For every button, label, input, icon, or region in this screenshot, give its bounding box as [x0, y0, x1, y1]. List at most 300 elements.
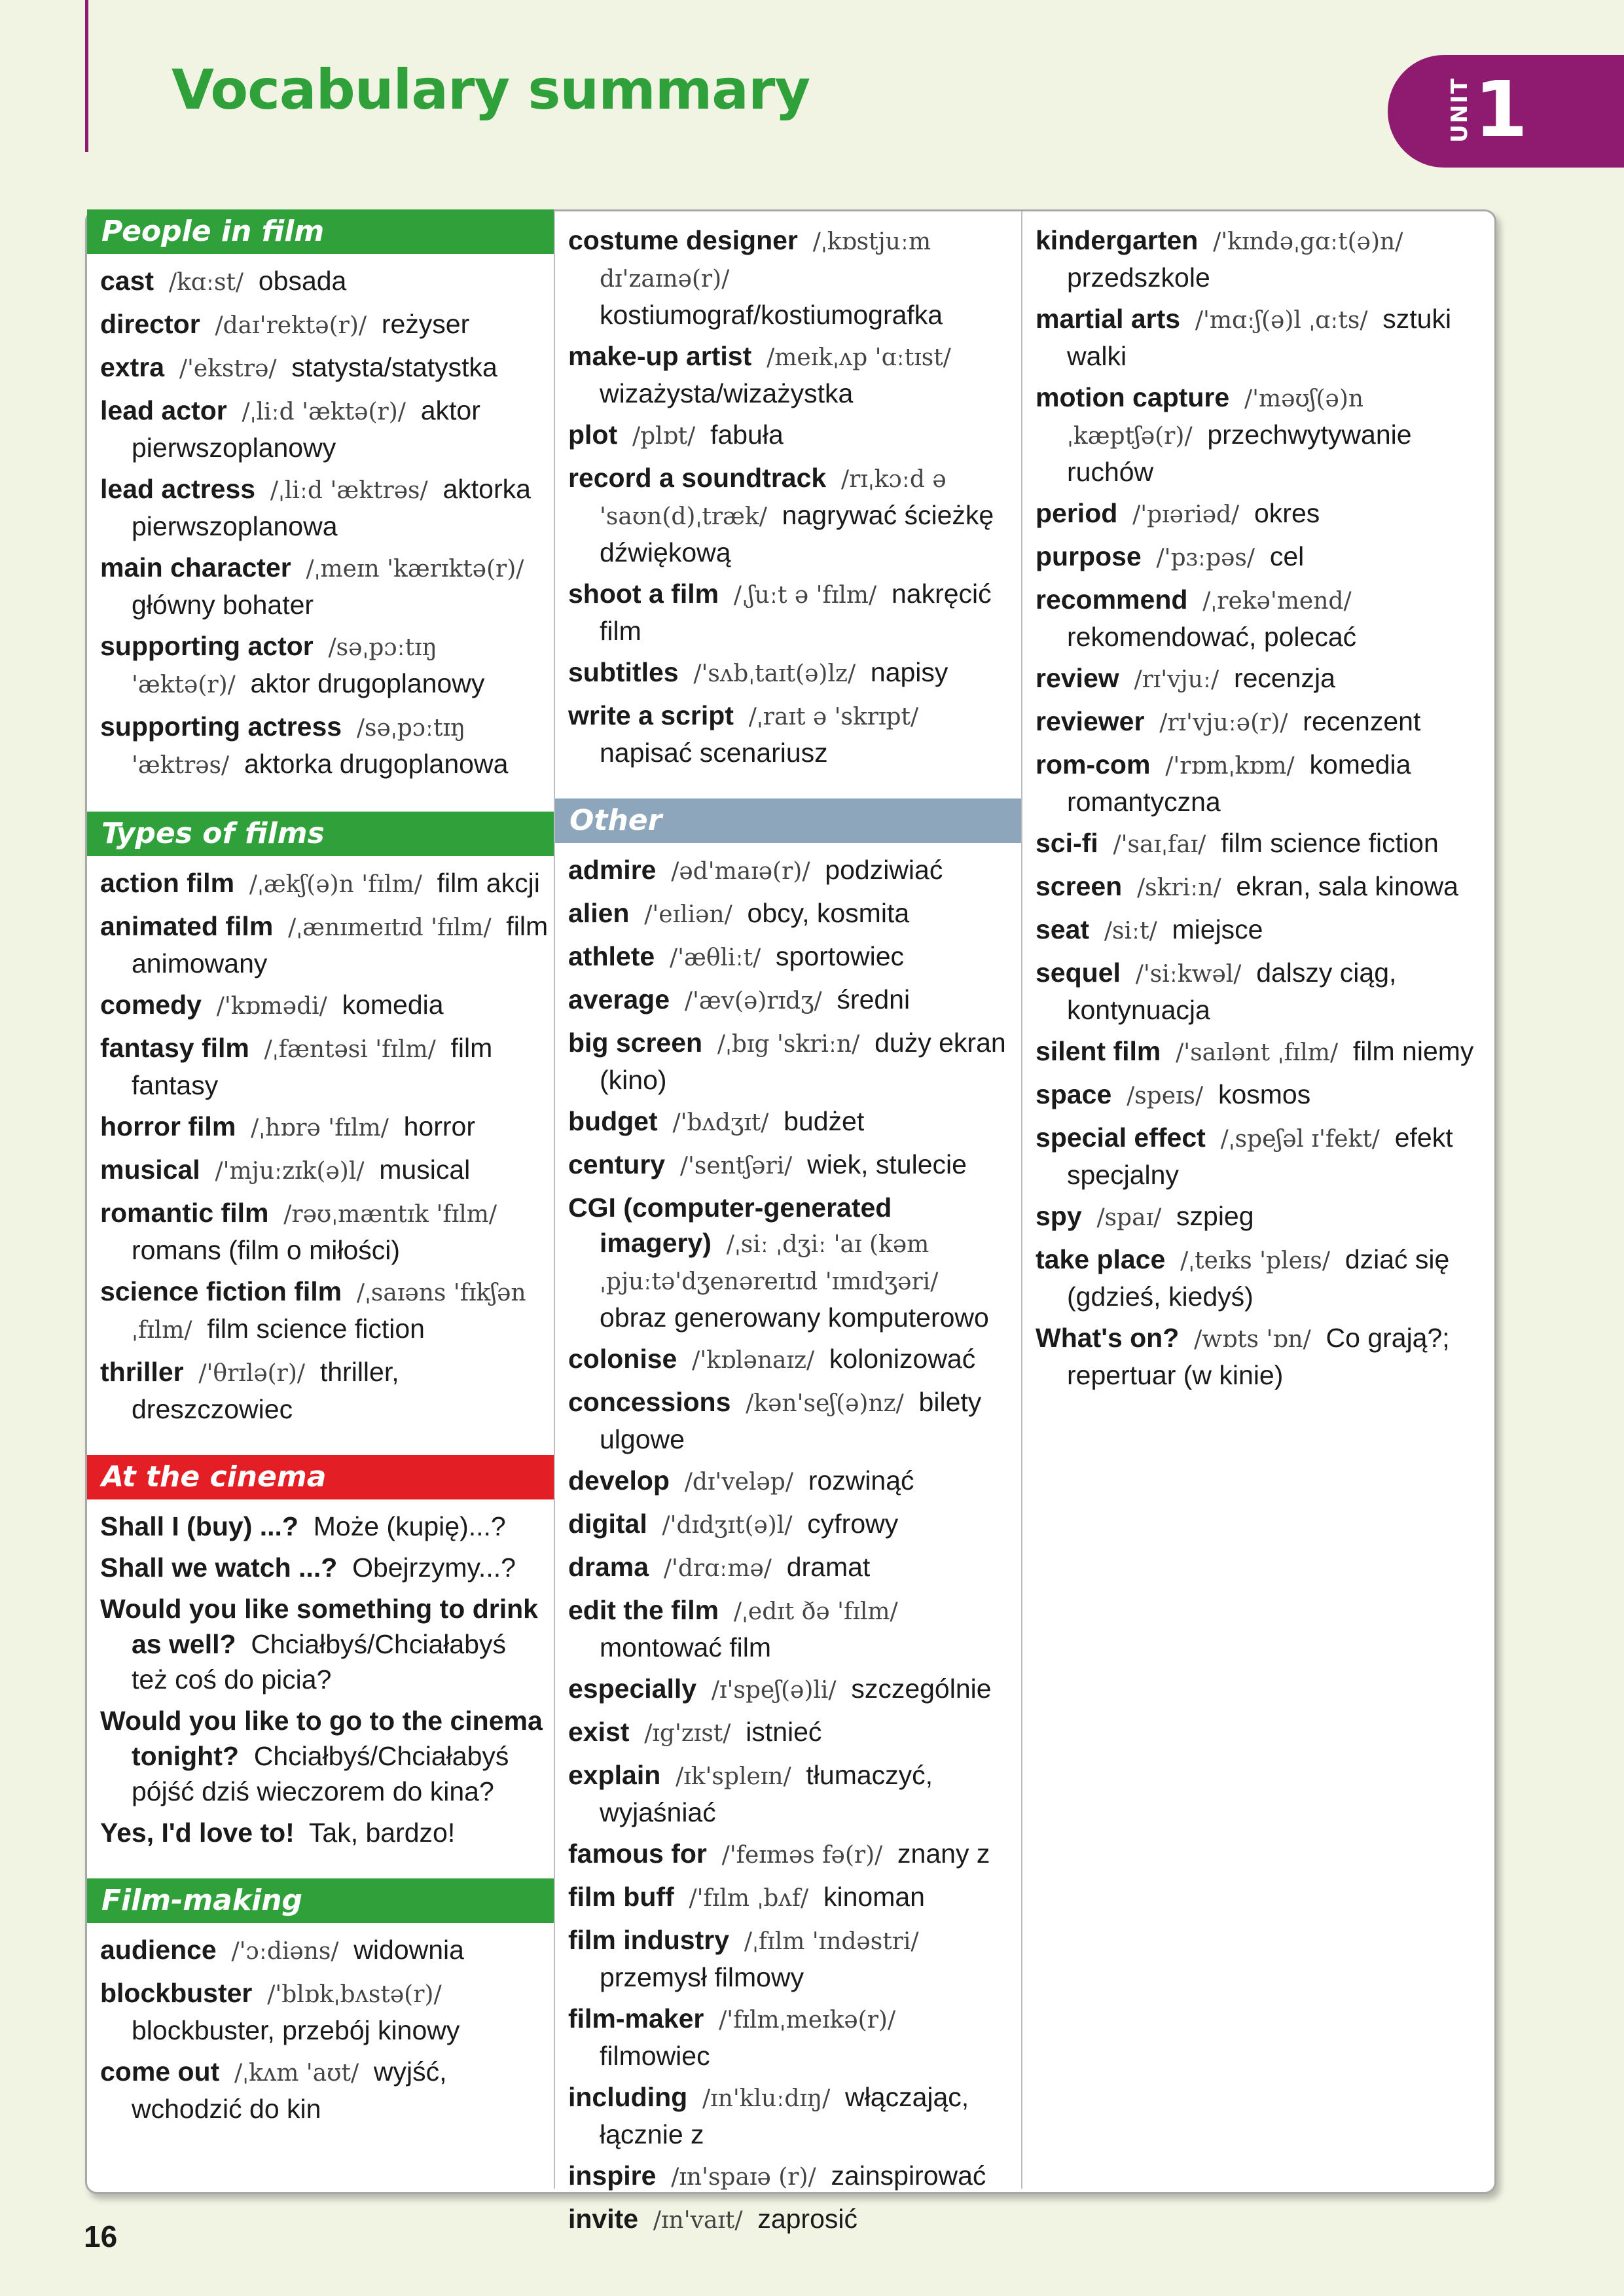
translation: zaprosić	[757, 2204, 857, 2234]
vocab-word: science fiction film	[100, 1276, 342, 1306]
phonetic: /'mjuːzɪk(ə)l/	[215, 1158, 365, 1185]
section-other	[555, 798, 1021, 2238]
phonetic: /ˌkʌm 'aʊt/	[234, 2060, 359, 2087]
vocab-entry	[1036, 1198, 1486, 1236]
vocab-word: period	[1036, 498, 1118, 528]
vocab-column-3	[1022, 209, 1491, 1399]
vocab-column-1	[87, 209, 554, 2132]
vocab-word: Would you like something to drink as well?	[100, 1594, 538, 1659]
vocab-word: come out	[100, 2056, 220, 2087]
translation: ekran, sala kinowa	[1236, 871, 1458, 901]
vocab-entry	[100, 1550, 549, 1585]
vocab-entry	[100, 350, 549, 387]
vocab-entry	[568, 1103, 1016, 1141]
vocab-word: action film	[100, 868, 235, 898]
translation: reżyser	[381, 309, 470, 339]
phonetic: /'sentʃəri/	[679, 1153, 793, 1179]
vocab-word: including	[568, 2082, 688, 2112]
vocab-word: extra	[100, 352, 165, 382]
vocab-entry	[568, 1836, 1016, 1873]
vocab-entry	[568, 338, 1016, 411]
translation: komedia romantyczna	[1067, 749, 1411, 817]
phonetic: /kɑːst/	[168, 269, 244, 296]
phonetic: /meɪkˌʌp 'ɑːtɪst/	[767, 344, 951, 371]
vocab-entry	[1036, 1033, 1486, 1071]
unit-label: UNIT	[1447, 77, 1473, 143]
phonetic: /ˌʃuːt ə 'fɪlm/	[733, 582, 877, 609]
translation: kinoman	[823, 1882, 925, 1912]
translation: efekt specjalny	[1067, 1122, 1453, 1190]
phonetic: /dɪ'veləp/	[684, 1469, 793, 1496]
vocab-entry	[568, 698, 1016, 770]
vocab-entry	[568, 2201, 1016, 2238]
vocab-word: develop	[568, 1465, 670, 1496]
vocab-word: invite	[568, 2204, 639, 2234]
section-heading: At the cinema	[87, 1455, 554, 1499]
vocab-entry	[568, 576, 1016, 649]
translation: film animowany	[132, 911, 549, 978]
phonetic: /'saɪˌfaɪ/	[1113, 831, 1206, 858]
vocab-entry	[568, 1549, 1016, 1587]
vocab-entry	[100, 1932, 549, 1969]
translation: film niemy	[1352, 1036, 1474, 1066]
translation: widownia	[353, 1935, 464, 1965]
translation: obraz generowany komputerowo	[600, 1302, 989, 1333]
translation: Może (kupię)...?	[313, 1511, 506, 1541]
phonetic: /ˌraɪt ə 'skrɪpt/	[748, 704, 919, 730]
vocab-entry	[100, 306, 549, 344]
vocab-word: concessions	[568, 1387, 731, 1417]
vocab-word: supporting actress	[100, 711, 342, 742]
phonetic: /kən'seʃ(ə)nz/	[746, 1390, 904, 1417]
vocab-word: fantasy film	[100, 1033, 249, 1063]
translation: horror	[403, 1111, 475, 1141]
translation: nagrywać ścieżkę dźwiękową	[600, 500, 994, 567]
phonetic: /'rɒmˌkɒm/	[1165, 753, 1295, 780]
translation: cel	[1269, 541, 1305, 571]
phonetic: /'fɪlm ˌbʌf/	[689, 1885, 809, 1912]
phonetic: /ˌrekə'mend/	[1202, 588, 1352, 615]
section-at-the-cinema	[87, 1455, 554, 1850]
phonetic: /ˌænɪmeɪtɪd 'fɪlm/	[288, 914, 492, 941]
vocab-word: film buff	[568, 1882, 674, 1912]
vocab-entry	[568, 939, 1016, 976]
vocab-entry	[1036, 380, 1486, 490]
vocab-entry	[100, 2054, 549, 2126]
translation: filmowiec	[600, 2041, 710, 2071]
translation: sportowiec	[776, 941, 905, 971]
vocab-word: lead actress	[100, 474, 256, 504]
vocab-word: shoot a film	[568, 579, 719, 609]
vocab-word: plot	[568, 420, 618, 450]
vocab-entry	[568, 895, 1016, 933]
translation: podziwiać	[825, 855, 943, 885]
vocab-word: CGI (computer-generated imagery)	[568, 1193, 892, 1258]
vocab-word: average	[568, 984, 670, 1014]
vocab-entry	[100, 709, 549, 783]
vocab-word: special effect	[1036, 1122, 1206, 1153]
vocab-entry	[1036, 301, 1486, 374]
vocab-entry	[568, 2158, 1016, 2195]
translation: blockbuster, przebój kinowy	[132, 2015, 460, 2045]
vocab-entry	[568, 1714, 1016, 1751]
translation: romans (film o miłości)	[132, 1235, 401, 1265]
vocab-entry	[1036, 582, 1486, 655]
phonetic: /ɪn'kluːdɪŋ/	[702, 2085, 831, 2112]
vocab-entry	[1036, 1242, 1486, 1314]
phonetic: /ˌfæntəsi 'fɪlm/	[264, 1036, 436, 1063]
translation: Obejrzymy...?	[352, 1552, 516, 1583]
vocab-entry	[100, 1152, 549, 1189]
vocab-word: Yes, I'd love to!	[100, 1818, 295, 1848]
phonetic: /'fɪlmˌmeɪkə(r)/	[719, 2007, 896, 2034]
phonetic: /ˌedɪt ðə 'fɪlm/	[733, 1598, 898, 1625]
phonetic: /plɒt/	[632, 423, 696, 450]
vocab-entry	[1036, 825, 1486, 863]
phonetic: /'bʌdʒɪt/	[672, 1109, 769, 1136]
translation: przechwytywanie ruchów	[1067, 420, 1412, 487]
vocab-word: thriller	[100, 1357, 184, 1387]
translation: thriller, dreszczowiec	[132, 1357, 399, 1424]
phonetic: /'drɑːmə/	[663, 1555, 772, 1582]
translation: aktor pierwszoplanowy	[132, 395, 480, 463]
translation: dalszy ciąg, kontynuacja	[1067, 958, 1397, 1025]
vocab-entry	[1036, 747, 1486, 819]
translation: napisać scenariusz	[600, 738, 828, 768]
vocab-entry	[568, 1922, 1016, 1995]
section-types-of-films	[87, 812, 554, 1427]
translation: dziać się (gdzieś, kiedyś)	[1067, 1244, 1450, 1312]
vocab-entry	[568, 1190, 1016, 1335]
vocab-entry	[568, 417, 1016, 454]
section-heading: Types of films	[87, 812, 554, 856]
vocab-word: film industry	[568, 1925, 730, 1955]
vocab-word: comedy	[100, 990, 202, 1020]
section-heading: Film-making	[87, 1878, 554, 1923]
vocab-word: alien	[568, 898, 630, 928]
vocab-word: screen	[1036, 871, 1123, 901]
vocab-word: rom-com	[1036, 749, 1151, 780]
phonetic: /skriːn/	[1137, 874, 1221, 901]
phonetic: /'kɪndəˌgɑːt(ə)n/	[1213, 228, 1403, 255]
vocab-word: especially	[568, 1674, 697, 1704]
vocab-entry	[568, 1025, 1016, 1098]
vocab-word: take place	[1036, 1244, 1166, 1274]
phonetic: /ˌspeʃəl ɪ'fekt/	[1220, 1126, 1380, 1153]
vocab-word: sci-fi	[1036, 828, 1098, 858]
vocab-entry	[568, 2079, 1016, 2152]
vocab-word: director	[100, 309, 200, 339]
vocab-entry	[100, 1354, 549, 1427]
vocab-word: Shall I (buy) ...?	[100, 1511, 298, 1541]
unit-number: 1	[1474, 64, 1528, 154]
translation: aktor drugoplanowy	[250, 668, 485, 698]
phonetic: /'sʌbˌtaɪt(ə)lz/	[693, 660, 856, 687]
translation: napisy	[870, 657, 948, 687]
vocab-entry	[568, 1757, 1016, 1830]
translation: kolonizować	[829, 1344, 976, 1374]
vocab-word: kindergarten	[1036, 225, 1199, 255]
phonetic: /ˌhɒrə 'fɪlm/	[251, 1115, 389, 1141]
translation: kosmos	[1218, 1079, 1311, 1109]
section-continued	[1022, 223, 1491, 1393]
translation: film science fiction	[1221, 828, 1439, 858]
phonetic: /ˌsiː ˌdʒiː 'aɪ (kəmˌpjuːtə'dʒenəreɪtɪd 'ɪmɪdʒəri/	[600, 1231, 939, 1295]
page-title: Vocabulary summary	[171, 58, 810, 122]
phonetic: /'æv(ə)rɪdʒ/	[684, 988, 822, 1014]
phonetic: /rəʊˌmæntɪk 'fɪlm/	[283, 1201, 497, 1228]
vocab-entry	[100, 1509, 549, 1544]
phonetic: /'ekstrə/	[179, 355, 277, 382]
translation: przedszkole	[1067, 262, 1210, 293]
translation: budżet	[784, 1106, 865, 1136]
vocab-word: martial arts	[1036, 304, 1181, 334]
vocab-entry	[1036, 1320, 1486, 1393]
vocab-word: cast	[100, 266, 154, 296]
vocab-word: lead actor	[100, 395, 227, 425]
vocab-word: recommend	[1036, 584, 1188, 615]
vocab-word: drama	[568, 1552, 649, 1582]
vocab-word: romantic film	[100, 1198, 269, 1228]
phonetic: /siːt/	[1104, 918, 1157, 944]
phonetic: /əd'maɪə(r)/	[671, 858, 810, 885]
translation: obcy, kosmita	[747, 898, 910, 928]
vocab-entry	[568, 1879, 1016, 1916]
vocab-word: athlete	[568, 941, 655, 971]
translation: przemysł filmowy	[600, 1962, 804, 1992]
vocab-entry	[100, 1703, 549, 1809]
vocab-word: big screen	[568, 1028, 703, 1058]
vocab-entry	[1036, 1120, 1486, 1193]
vocab-word: Would you like to go to the cinema tonight?	[100, 1706, 543, 1771]
translation: fabuła	[710, 420, 784, 450]
vocab-word: spy	[1036, 1201, 1082, 1231]
vocab-entry	[568, 982, 1016, 1019]
phonetic: /'ɔːdiəns/	[231, 1938, 339, 1965]
vocab-word: review	[1036, 663, 1119, 693]
entry-list	[1022, 223, 1491, 1393]
vocab-entry	[1036, 912, 1486, 949]
phonetic: /ɪ'speʃ(ə)li/	[711, 1677, 837, 1704]
section-people-in-film	[87, 209, 554, 783]
phonetic: /ˌliːd 'æktə(r)/	[242, 399, 406, 425]
translation: wiek, stulecie	[807, 1149, 967, 1179]
phonetic: /rɪˌkɔːd ə 'saʊn(d)ˌtræk/	[600, 466, 947, 530]
translation: główny bohater	[132, 590, 314, 620]
entry-list	[87, 1509, 554, 1850]
vocab-entry	[1036, 869, 1486, 906]
entry-list	[87, 263, 554, 783]
vocab-column-2	[555, 209, 1021, 2244]
phonetic: /'feɪməs fə(r)/	[721, 1842, 883, 1869]
translation: znany z	[897, 1839, 990, 1869]
translation: okres	[1254, 498, 1320, 528]
vocab-entry	[568, 1341, 1016, 1378]
translation: recenzja	[1233, 663, 1335, 693]
phonetic: /spaɪ/	[1096, 1204, 1162, 1231]
vocab-entry	[1036, 539, 1486, 576]
vocab-entry	[1036, 955, 1486, 1028]
entry-list	[87, 1932, 554, 2126]
vocab-entry	[568, 2001, 1016, 2073]
phonetic: /ɪg'zɪst/	[644, 1720, 731, 1747]
vocab-word: digital	[568, 1509, 647, 1539]
phonetic: /'æθliːt/	[669, 944, 761, 971]
vocab-entry	[100, 1274, 549, 1348]
vocab-word: exist	[568, 1717, 630, 1747]
translation: film science fiction	[207, 1314, 425, 1344]
translation: recenzent	[1303, 706, 1421, 736]
vocab-entry	[100, 908, 549, 981]
translation: obsada	[258, 266, 347, 296]
vocab-word: write a script	[568, 700, 734, 730]
vocab-word: motion capture	[1036, 382, 1230, 412]
phonetic: /'blɒkˌbʌstə(r)/	[267, 1981, 442, 2008]
phonetic: /ˌsaɪəns 'fɪkʃən ˌfɪlm/	[132, 1280, 526, 1344]
phonetic: /ˌteɪks 'pleɪs/	[1180, 1247, 1331, 1274]
vocab-word: space	[1036, 1079, 1112, 1109]
phonetic: /'siːkwəl/	[1135, 961, 1242, 988]
translation: duży ekran (kino)	[600, 1028, 1006, 1095]
translation: sztuki walki	[1067, 304, 1452, 371]
vocab-word: seat	[1036, 914, 1090, 944]
translation: dramat	[786, 1552, 871, 1582]
phonetic: /'eɪliən/	[644, 901, 732, 928]
vocab-word: famous for	[568, 1839, 707, 1869]
phonetic: /ɪk'spleɪn/	[676, 1763, 791, 1790]
translation: miejsce	[1172, 914, 1263, 944]
vocab-word: budget	[568, 1106, 658, 1136]
translation: komedia	[342, 990, 444, 1020]
vocab-entry	[568, 1147, 1016, 1184]
vocab-entry	[100, 1591, 549, 1697]
vocab-word: What's on?	[1036, 1323, 1180, 1353]
translation: film akcji	[437, 868, 540, 898]
translation: film fantasy	[132, 1033, 493, 1100]
entry-list	[87, 865, 554, 1427]
phonetic: /ˌbɪg 'skriːn/	[717, 1031, 860, 1058]
phonetic: /wɒts 'ɒn/	[1194, 1326, 1311, 1353]
translation: wizażysta/wizażystka	[600, 378, 854, 408]
phonetic: /daɪ'rektə(r)/	[215, 312, 367, 339]
vocab-entry	[568, 223, 1016, 332]
vocab-entry	[100, 1109, 549, 1146]
translation: tłumaczyć, wyjaśniać	[600, 1760, 933, 1827]
vocab-word: animated film	[100, 911, 274, 941]
translation: aktorka drugoplanowa	[244, 749, 509, 779]
translation: włączając, łącznie z	[600, 2082, 969, 2149]
phonetic: /ˌliːd 'æktrəs/	[270, 477, 428, 504]
vocab-entry	[568, 1463, 1016, 1500]
vocab-word: record a soundtrack	[568, 463, 827, 493]
translation: Co grają?; repertuar (w kinie)	[1067, 1323, 1450, 1390]
phonetic: /ˌfɪlm 'ɪndəstri/	[744, 1928, 919, 1955]
translation: Tak, bardzo!	[308, 1818, 456, 1848]
phonetic: /ɪn'vaɪt/	[653, 2207, 743, 2234]
phonetic: /'pɪəriəd/	[1132, 501, 1240, 528]
entry-list	[555, 852, 1021, 2238]
phonetic: /rɪ'vjuːə(r)/	[1159, 709, 1288, 736]
translation: Chciałbyś/Chciałabyś pójść dziś wieczorem do kina?	[132, 1741, 509, 1806]
vocab-word: costume designer	[568, 225, 798, 255]
phonetic: /'kɒlənaɪz/	[692, 1347, 815, 1374]
phonetic: /'saɪlənt ˌfɪlm/	[1176, 1039, 1339, 1066]
vocab-word: explain	[568, 1760, 661, 1790]
translation: nakręcić film	[600, 579, 992, 646]
vocab-entry	[1036, 1077, 1486, 1114]
translation: szpieg	[1176, 1201, 1254, 1231]
vocab-word: musical	[100, 1155, 200, 1185]
vocab-entry	[1036, 660, 1486, 698]
vocab-entry	[568, 1506, 1016, 1543]
phonetic: /ɪn'spaɪə (r)/	[671, 2164, 816, 2191]
vocab-word: purpose	[1036, 541, 1142, 571]
vocab-entry	[1036, 704, 1486, 741]
phonetic: /'mɑːʃ(ə)l ˌɑːts/	[1195, 307, 1368, 334]
entry-list	[555, 223, 1021, 770]
vocab-word: reviewer	[1036, 706, 1145, 736]
vocab-entry	[100, 393, 549, 465]
translation: statysta/statystka	[291, 352, 497, 382]
translation: rozwinąć	[808, 1465, 914, 1496]
vocab-word: sequel	[1036, 958, 1121, 988]
vocab-word: blockbuster	[100, 1978, 253, 2008]
phonetic: /rɪ'vjuː/	[1134, 666, 1219, 693]
vocab-entry	[568, 1671, 1016, 1708]
translation: montować film	[600, 1632, 772, 1662]
vocab-word: century	[568, 1149, 666, 1179]
section-continued	[555, 223, 1021, 770]
vocab-entry	[568, 655, 1016, 692]
vocab-entry	[100, 1815, 549, 1850]
phonetic: /'θrɪlə(r)/	[198, 1360, 306, 1387]
vocab-word: edit the film	[568, 1595, 719, 1625]
translation: zainspirować	[831, 2161, 986, 2191]
translation: rekomendować, polecać	[1067, 622, 1357, 652]
vocab-word: Shall we watch ...?	[100, 1552, 338, 1583]
vocab-word: main character	[100, 552, 291, 583]
vocab-entry	[568, 852, 1016, 889]
vocab-word: inspire	[568, 2161, 657, 2191]
translation: cyfrowy	[807, 1509, 899, 1539]
translation: bilety ulgowe	[600, 1387, 982, 1454]
phonetic: /'məʊʃ(ə)n ˌkæptʃə(r)/	[1067, 386, 1364, 450]
translation: musical	[379, 1155, 471, 1185]
vocab-entry	[1036, 223, 1486, 295]
vocab-word: supporting actor	[100, 631, 314, 661]
phonetic: /səˌpɔːtɪŋ 'æktə(r)/	[132, 634, 437, 698]
phonetic: /'pɜːpəs/	[1156, 545, 1255, 571]
section-heading: Other	[555, 798, 1021, 843]
translation: Chciałbyś/Chciałabyś też coś do picia?	[132, 1629, 506, 1695]
page-number: 16	[84, 2219, 118, 2253]
margin-line	[85, 0, 88, 152]
vocab-entry	[100, 1195, 549, 1268]
vocab-entry	[568, 1384, 1016, 1457]
vocab-entry	[1036, 495, 1486, 533]
vocab-entry	[100, 263, 549, 300]
translation: średni	[837, 984, 911, 1014]
vocab-entry	[568, 460, 1016, 570]
phonetic: /'dɪdʒɪt(ə)l/	[662, 1512, 793, 1539]
translation: szczególnie	[851, 1674, 992, 1704]
vocab-word: subtitles	[568, 657, 679, 687]
section-heading: People in film	[87, 209, 554, 254]
vocab-word: film-maker	[568, 2003, 704, 2034]
phonetic: /ˌækʃ(ə)n 'fɪlm/	[249, 871, 422, 898]
vocab-entry	[100, 628, 549, 703]
vocab-entry	[100, 987, 549, 1024]
